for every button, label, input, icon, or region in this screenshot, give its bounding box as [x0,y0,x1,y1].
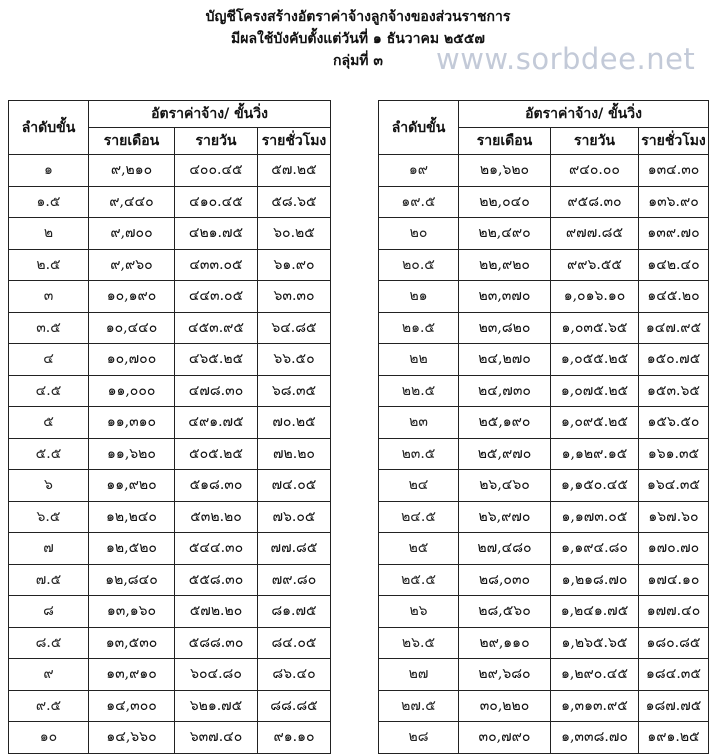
monthly-cell: ๑๐,๔๔๐ [89,312,175,344]
hourly-cell: ๗๐.๒๕ [258,407,331,439]
table-row [379,596,709,628]
table-row [9,659,331,691]
daily-cell: ๑,๓๓๘.๗๐ [551,722,639,754]
table-row [379,186,709,218]
monthly-cell: ๒๒,๙๒๐ [459,249,551,281]
monthly-cell: ๑๒,๘๔๐ [89,564,175,596]
hourly-cell: ๗๔.๐๕ [258,470,331,502]
monthly-cell: ๒๖,๙๗๐ [459,501,551,533]
effective-date: มีผลใช้บังคับตั้งแต่วันที่ ๑ ธันวาคม ๒๕๕๗ [231,31,485,47]
hourly-cell: ๑๙๑.๒๕ [639,722,709,754]
hourly-cell: ๑๕๓.๖๕ [639,375,709,407]
table-row [379,470,709,502]
daily-cell: ๕๑๘.๓๐ [175,470,258,502]
monthly-header: รายเดือน [89,128,175,155]
hourly-cell: ๕๗.๒๕ [258,155,331,187]
monthly-cell: ๑๔,๖๖๐ [89,722,175,754]
step-cell: ๗ [9,533,89,565]
table-row [9,281,331,313]
table-row [9,155,331,187]
table-row [9,407,331,439]
monthly-header: รายเดือน [459,128,551,155]
hourly-cell: ๘๖.๔๐ [258,659,331,691]
table-row [379,659,709,691]
monthly-cell: ๒๒,๐๔๐ [459,186,551,218]
daily-cell: ๔๗๘.๓๐ [175,375,258,407]
document-title: บัญชีโครงสร้างอัตราค่าจ้างลูกจ้างของส่วนราชการ [205,9,511,25]
monthly-cell: ๒๔,๗๓๐ [459,375,551,407]
daily-cell: ๕๘๘.๓๐ [175,627,258,659]
daily-cell: ๑,๐๕๕.๒๕ [551,344,639,376]
hourly-cell: ๖๖.๕๐ [258,344,331,376]
table-row [379,722,709,754]
step-cell: ๙.๕ [9,690,89,722]
hourly-cell: ๑๖๑.๓๕ [639,438,709,470]
step-cell: ๒๖.๕ [379,627,459,659]
monthly-cell: ๒๖,๔๖๐ [459,470,551,502]
hourly-cell: ๖๑.๙๐ [258,249,331,281]
daily-cell: ๖๓๗.๔๐ [175,722,258,754]
step-cell: ๒๕.๕ [379,564,459,596]
monthly-cell: ๑๑,๐๐๐ [89,375,175,407]
monthly-cell: ๒๘,๐๓๐ [459,564,551,596]
daily-cell: ๑,๑๕๐.๔๕ [551,470,639,502]
step-cell: ๓ [9,281,89,313]
hourly-cell: ๑๖๗.๖๐ [639,501,709,533]
monthly-cell: ๒๔,๒๗๐ [459,344,551,376]
hourly-cell: ๑๗๗.๔๐ [639,596,709,628]
daily-cell: ๑,๐๙๕.๒๕ [551,407,639,439]
monthly-cell: ๒๒,๔๙๐ [459,218,551,250]
daily-header: รายวัน [175,128,258,155]
table-row [9,564,331,596]
monthly-cell: ๓๐,๒๒๐ [459,690,551,722]
wage-table-left [8,100,331,754]
monthly-cell: ๒๓,๓๗๐ [459,281,551,313]
hourly-cell: ๑๓๙.๗๐ [639,218,709,250]
table-row [379,501,709,533]
step-cell: ๓.๕ [9,312,89,344]
hourly-cell: ๑๖๔.๓๕ [639,470,709,502]
step-cell: ๑ [9,155,89,187]
daily-cell: ๙๗๗.๘๕ [551,218,639,250]
table-row [379,564,709,596]
daily-cell: ๑,๒๙๐.๔๕ [551,659,639,691]
group-label: กลุ่มที่ ๓ [333,53,383,69]
hourly-cell: ๑๔๒.๔๐ [639,249,709,281]
monthly-cell: ๙,๒๑๐ [89,155,175,187]
daily-cell: ๙๔๐.๐๐ [551,155,639,187]
table-row [9,249,331,281]
monthly-cell: ๒๕,๑๙๐ [459,407,551,439]
step-cell: ๒๓ [379,407,459,439]
table-row [379,312,709,344]
rate-group-header: อัตราค่าจ้าง/ ขั้นวิ่ง [459,101,709,128]
daily-cell: ๑,๐๑๖.๑๐ [551,281,639,313]
daily-cell: ๑,๐๗๕.๒๕ [551,375,639,407]
daily-header: รายวัน [551,128,639,155]
step-cell: ๙ [9,659,89,691]
monthly-cell: ๑๑,๓๑๐ [89,407,175,439]
table-row [379,375,709,407]
monthly-cell: ๓๐,๗๙๐ [459,722,551,754]
daily-cell: ๕๓๒.๒๐ [175,501,258,533]
table-row [9,690,331,722]
hourly-cell: ๖๘.๓๕ [258,375,331,407]
step-cell: ๒๒.๕ [379,375,459,407]
monthly-cell: ๑๒,๕๒๐ [89,533,175,565]
step-cell: ๑๙ [379,155,459,187]
step-cell: ๔ [9,344,89,376]
step-cell: ๒๓.๕ [379,438,459,470]
daily-cell: ๕๔๔.๓๐ [175,533,258,565]
table-row [9,501,331,533]
table-row [379,218,709,250]
monthly-cell: ๒๑,๖๒๐ [459,155,551,187]
rate-group-header: อัตราค่าจ้าง/ ขั้นวิ่ง [89,101,331,128]
hourly-cell: ๗๒.๒๐ [258,438,331,470]
daily-cell: ๔๓๓.๐๕ [175,249,258,281]
daily-cell: ๑,๑๒๙.๑๕ [551,438,639,470]
table-row [9,186,331,218]
daily-cell: ๙๕๘.๓๐ [551,186,639,218]
monthly-cell: ๑๐,๗๐๐ [89,344,175,376]
daily-cell: ๔๔๓.๐๕ [175,281,258,313]
table-row [9,344,331,376]
daily-cell: ๑,๓๑๓.๙๕ [551,690,639,722]
daily-cell: ๑,๒๖๕.๖๕ [551,627,639,659]
hourly-cell: ๗๙.๘๐ [258,564,331,596]
hourly-cell: ๖๓.๓๐ [258,281,331,313]
monthly-cell: ๑๑,๙๒๐ [89,470,175,502]
step-cell: ๖.๕ [9,501,89,533]
step-cell: ๘.๕ [9,627,89,659]
step-header: ลำดับขั้น [9,101,89,155]
wage-table-right [378,100,709,754]
table-body-left [9,155,331,754]
table-row [9,375,331,407]
daily-cell: ๔๒๑.๗๕ [175,218,258,250]
monthly-cell: ๑๐,๑๙๐ [89,281,175,313]
table-body-right [379,155,709,754]
step-cell: ๔.๕ [9,375,89,407]
table-row [379,627,709,659]
monthly-cell: ๑๑,๖๒๐ [89,438,175,470]
monthly-cell: ๒๕,๙๗๐ [459,438,551,470]
daily-cell: ๑,๐๓๕.๖๕ [551,312,639,344]
step-cell: ๒๐ [379,218,459,250]
hourly-cell: ๙๑.๑๐ [258,722,331,754]
hourly-cell: ๑๕๐.๗๕ [639,344,709,376]
daily-cell: ๖๒๑.๗๕ [175,690,258,722]
daily-cell: ๑,๒๔๑.๗๕ [551,596,639,628]
daily-cell: ๔๑๐.๔๕ [175,186,258,218]
step-cell: ๑๐ [9,722,89,754]
monthly-cell: ๑๔,๓๐๐ [89,690,175,722]
daily-cell: ๙๙๖.๕๕ [551,249,639,281]
monthly-cell: ๙,๗๐๐ [89,218,175,250]
hourly-cell: ๑๘๗.๗๕ [639,690,709,722]
step-cell: ๑.๕ [9,186,89,218]
monthly-cell: ๑๒,๒๔๐ [89,501,175,533]
daily-cell: ๑,๒๑๘.๗๐ [551,564,639,596]
hourly-cell: ๕๘.๖๕ [258,186,331,218]
table-row [9,596,331,628]
step-cell: ๗.๕ [9,564,89,596]
table-row [9,533,331,565]
daily-cell: ๕๐๕.๒๕ [175,438,258,470]
step-cell: ๒๘ [379,722,459,754]
hourly-cell: ๘๔.๐๕ [258,627,331,659]
hourly-cell: ๗๗.๘๕ [258,533,331,565]
monthly-cell: ๒๙,๑๑๐ [459,627,551,659]
table-row [379,155,709,187]
monthly-cell: ๑๓,๕๓๐ [89,627,175,659]
daily-cell: ๕๗๒.๒๐ [175,596,258,628]
table-row [379,281,709,313]
hourly-cell: ๘๘.๘๕ [258,690,331,722]
step-cell: ๖ [9,470,89,502]
daily-cell: ๔๐๐.๔๕ [175,155,258,187]
step-cell: ๒.๕ [9,249,89,281]
step-cell: ๒๑ [379,281,459,313]
watermark: www.sorbdee.net [436,42,696,76]
table-row [9,438,331,470]
step-cell: ๒ [9,218,89,250]
daily-cell: ๔๕๓.๙๕ [175,312,258,344]
step-cell: ๕.๕ [9,438,89,470]
table-row [379,249,709,281]
monthly-cell: ๒๘,๕๖๐ [459,596,551,628]
table-row [379,690,709,722]
step-cell: ๘ [9,596,89,628]
daily-cell: ๑,๑๙๔.๘๐ [551,533,639,565]
hourly-cell: ๑๗๔.๑๐ [639,564,709,596]
hourly-cell: ๑๘๐.๘๕ [639,627,709,659]
step-cell: ๑๙.๕ [379,186,459,218]
hourly-cell: ๖๐.๒๕ [258,218,331,250]
monthly-cell: ๒๙,๖๘๐ [459,659,551,691]
hourly-cell: ๑๘๔.๓๕ [639,659,709,691]
hourly-cell: ๑๕๖.๕๐ [639,407,709,439]
step-cell: ๒๗ [379,659,459,691]
daily-cell: ๔๙๑.๗๕ [175,407,258,439]
monthly-cell: ๒๓,๘๒๐ [459,312,551,344]
monthly-cell: ๙,๔๔๐ [89,186,175,218]
table-row [379,344,709,376]
monthly-cell: ๑๓,๑๖๐ [89,596,175,628]
table-row [9,312,331,344]
hourly-cell: ๗๖.๐๕ [258,501,331,533]
daily-cell: ๕๕๘.๓๐ [175,564,258,596]
table-row [379,407,709,439]
step-cell: ๒๗.๕ [379,690,459,722]
hourly-cell: ๑๔๕.๒๐ [639,281,709,313]
monthly-cell: ๒๗,๔๘๐ [459,533,551,565]
daily-cell: ๖๐๔.๘๐ [175,659,258,691]
table-row [379,438,709,470]
step-cell: ๒๒ [379,344,459,376]
step-header: ลำดับขั้น [379,101,459,155]
step-cell: ๒๔ [379,470,459,502]
step-cell: ๒๑.๕ [379,312,459,344]
daily-cell: ๑,๑๗๓.๐๕ [551,501,639,533]
hourly-cell: ๖๔.๘๕ [258,312,331,344]
monthly-cell: ๑๓,๙๑๐ [89,659,175,691]
step-cell: ๒๐.๕ [379,249,459,281]
hourly-cell: ๑๔๗.๙๕ [639,312,709,344]
table-row [9,470,331,502]
hourly-cell: ๑๓๔.๓๐ [639,155,709,187]
step-cell: ๕ [9,407,89,439]
hourly-cell: ๑๓๖.๙๐ [639,186,709,218]
hourly-header: รายชั่วโมง [258,128,331,155]
hourly-cell: ๑๗๐.๗๐ [639,533,709,565]
table-row [9,218,331,250]
table-row [9,627,331,659]
table-row [9,722,331,754]
hourly-cell: ๘๑.๗๕ [258,596,331,628]
monthly-cell: ๙,๙๖๐ [89,249,175,281]
step-cell: ๒๖ [379,596,459,628]
hourly-header: รายชั่วโมง [639,128,709,155]
table-row [379,533,709,565]
daily-cell: ๔๖๕.๒๕ [175,344,258,376]
step-cell: ๒๔.๕ [379,501,459,533]
step-cell: ๒๕ [379,533,459,565]
